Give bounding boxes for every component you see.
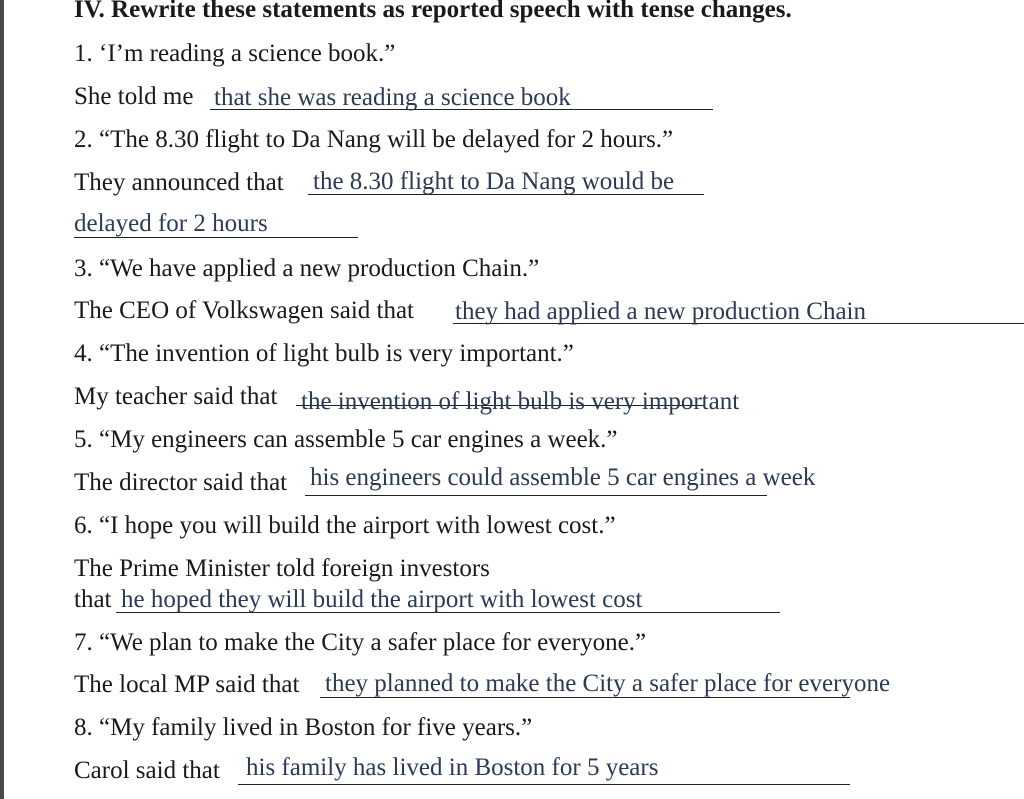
- answer-2-continued: delayed for 2 hours: [74, 210, 268, 237]
- answer-7: they planned to make the City a safer place for everyone: [325, 670, 891, 697]
- page-left-edge: [0, 0, 4, 799]
- lead-2: They announced that: [74, 169, 284, 196]
- exercise-heading: IV. Rewrite these statements as reported speech with tense changes.: [74, 0, 792, 23]
- lead-5: The director said that: [74, 469, 288, 496]
- question-1: 1. ‘I’m reading a science book.”: [74, 40, 396, 67]
- question-5: 5. “My engineers can assemble 5 car engines a week.”: [74, 426, 618, 453]
- answer-5: his engineers could assemble 5 car engines a week: [310, 464, 816, 491]
- question-8: 8. “My family lived in Boston for five years.”: [74, 714, 533, 741]
- answer-8: his family has lived in Boston for 5 years: [246, 754, 659, 781]
- answer-blank-8[interactable]: [238, 784, 850, 785]
- lead-1: She told me: [74, 83, 194, 110]
- answer-6: he hoped they will build the airport with lowest cost: [121, 586, 643, 613]
- lead-7: The local MP said that: [74, 671, 300, 698]
- answer-4: the invention of light bulb is very important: [301, 388, 740, 415]
- question-3: 3. “We have applied a new production Chain.”: [74, 255, 540, 282]
- lead-8: Carol said that: [74, 757, 220, 784]
- answer-1: that she was reading a science book: [214, 84, 571, 111]
- lead-6: The Prime Minister told foreign investors: [74, 555, 490, 582]
- answer-3: they had applied a new production Chain: [455, 298, 866, 325]
- lead-6-continued: that: [74, 586, 112, 613]
- answer-2: the 8.30 flight to Da Nang would be: [313, 168, 675, 195]
- question-2: 2. “The 8.30 flight to Da Nang will be delayed for 2 hours.”: [74, 126, 674, 153]
- question-6: 6. “I hope you will build the airport with lowest cost.”: [74, 512, 616, 539]
- question-4: 4. “The invention of light bulb is very important.”: [74, 340, 574, 367]
- question-7: 7. “We plan to make the City a safer place for everyone.”: [74, 629, 647, 656]
- lead-3: The CEO of Volkswagen said that: [74, 297, 415, 324]
- lead-4: My teacher said that: [74, 383, 278, 410]
- answer-blank-5[interactable]: [305, 495, 767, 496]
